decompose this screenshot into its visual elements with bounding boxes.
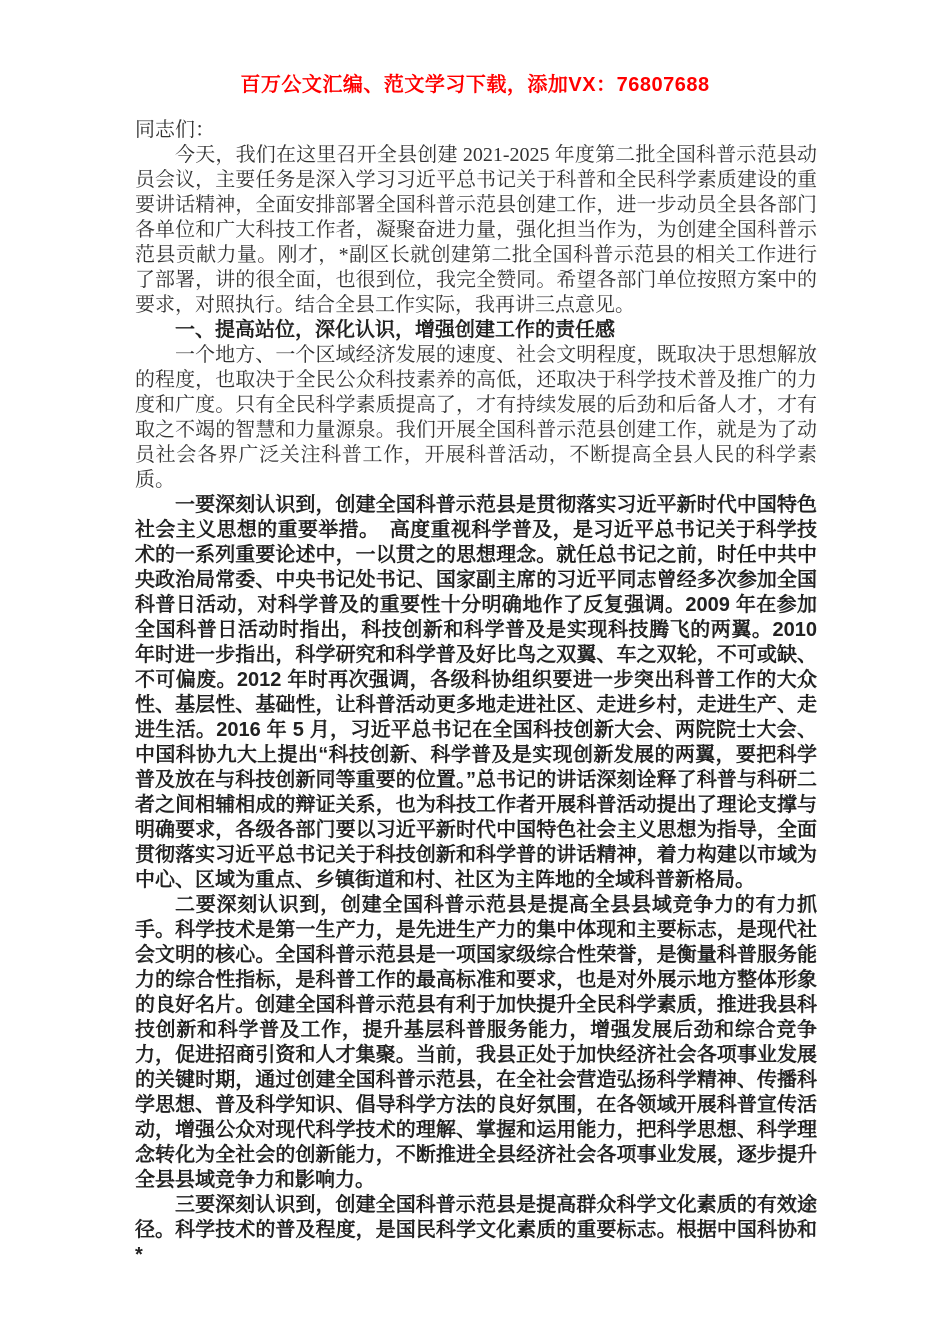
section-heading: 一、提高站位，深化认识，增强创建工作的责任感 [175,319,615,341]
paragraphs-container [135,143,817,1268]
body-paragraph: 一个地方、一个区域经济发展的速度、社会文明程度，既取决于思想解放的程度，也取决于全民公众科技素养的高低，还取决于科学技术普及推广的力度和广度。只有全民科学素质提高了，才有持续发展的后劲和后备人才，才有取之不竭的智慧和力量源泉。我们开展全国科普示范县创建工作，就是为了动员社会各界广泛关注科普工作，开展科普活动，不断提高全县人民的科学素质。 [135,344,817,491]
salutation: 同志们： [135,119,215,141]
body-paragraph: 今天，我们在这里召开全县创建 2021-2025 年度第二批全国科普示范县动员会议，主要任务是深入学习习近平总书记关于科普和全民科学素质建设的重要讲话精神，全面安排部署全国科普示范县创建工作，进一步动员全县各部门各单位和广大科技工作者，凝聚奋进力量，强化担当作为，为创建全国科普示范县贡献力量。刚才，*副区长就创建第二批全国科普示范县的相关工作进行了部署，讲的很全面，也很到位，我完全赞同。希望各部门单位按照方案中的要求，对照执行。结合全县工作实际，我再讲三点意见。 [135,144,817,316]
body-paragraph: 三要深刻认识到，创建全国科普示范县是提高群众科学文化素质的有效途径。科学技术的普及程度，是国民科学文化素质的重要标志。根据中国科协和* [135,1194,818,1266]
paragraph-bold-lead: 三要深刻认识到，创建全国科普示范县是提高群众科学文化素质的有效途径。 [135,1194,817,1241]
body-paragraph: 一要深刻认识到，创建全国科普示范县是贯彻落实习近平新时代中国特色社会主义思想的重要举措。 高度重视科学普及，是习近平总书记关于科学技术的一系列重要论述中，一以贯之的思想理念。就任总书记之前，时任中共中央政治局常委、中央书记处书记、国家副主席的习近平同志曾经多次参加全国科普日活动，对科学普及的重要性十分明确地作了反复强调。2009 年在参加全国科普日活动时指出，科技创新和科学普及是实现科技腾飞的两翼。2010 年时进一步指出，科学研究和科学普及好比鸟之双翼、车之双轮，不可或缺、不可偏废。2012 年时再次强调，各级科协组织要进一步突出科普工作的大众性、基层性、基础性，让科普活动更多地走进社区、走进乡村，走进生产、走进生活。2016 年 5 月，习近平总书记在全国科技创新大会、两院院士大会、中国科协九大上提出“科技创新、科学普及是实现创新发展的两翼，要把科学普及放在与科技创新同等重要的位置。”总书记的讲话深刻诠释了科普与科研二者之间相辅相成的辩证关系，也为科技工作者开展科普活动提出了理论支撑与明确要求，各级各部门要以习近平新时代中国特色社会主义思想为指导，全面贯彻落实习近平总书记关于科技创新和科学普的讲话精神，着力构建以市域为中心、区域为重点、乡镇街道和村、社区为主阵地的全域科普新格局。 [135,494,818,891]
paragraph-bold-lead: 一要深刻认识到，创建全国科普示范县是贯彻落实习近平新时代中国特色社会主义思想的重要举措。 [135,494,817,541]
promo-header-text: 百万公文汇编、范文学习下载，添加VX：76807688 [240,74,710,96]
body-paragraph: 二要深刻认识到，创建全国科普示范县是提高全县县域竞争力的有力抓手。科学技术是第一生产力，是先进生产力的集中体现和主要标志，是现代社会文明的核心。全国科普示范县是一项国家级综合性荣誉，是衡量科普服务能力的综合性指标，是科普工作的最高标准和要求，也是对外展示地方整体形象的良好名片。创建全国科普示范县有利于加快提升全民科学素质，推进我县科技创新和科学普及工作，提升基层科普服务能力，增强发展后劲和综合竞争力，促进招商引资和人才集聚。当前，我县正处于加快经济社会各项事业发展的关键时期，通过创建全国科普示范县，在全社会营造弘扬科学精神、传播科学思想、普及科学知识、倡导科学方法的良好氛围，在各领域开展科普宣传活动，增强公众对现代科学技术的理解、掌握和运用能力，把科学思想、科学理念转化为全社会的创新能力，不断推进全县经济社会各项事业发展，逐步提升全县县域竞争力和影响力。 [135,894,818,1191]
paragraph-bold-lead: 二要深刻认识到，创建全国科普示范县是提高全县县域竞争力的有力抓手。 [135,894,817,941]
document-body [135,118,817,1268]
